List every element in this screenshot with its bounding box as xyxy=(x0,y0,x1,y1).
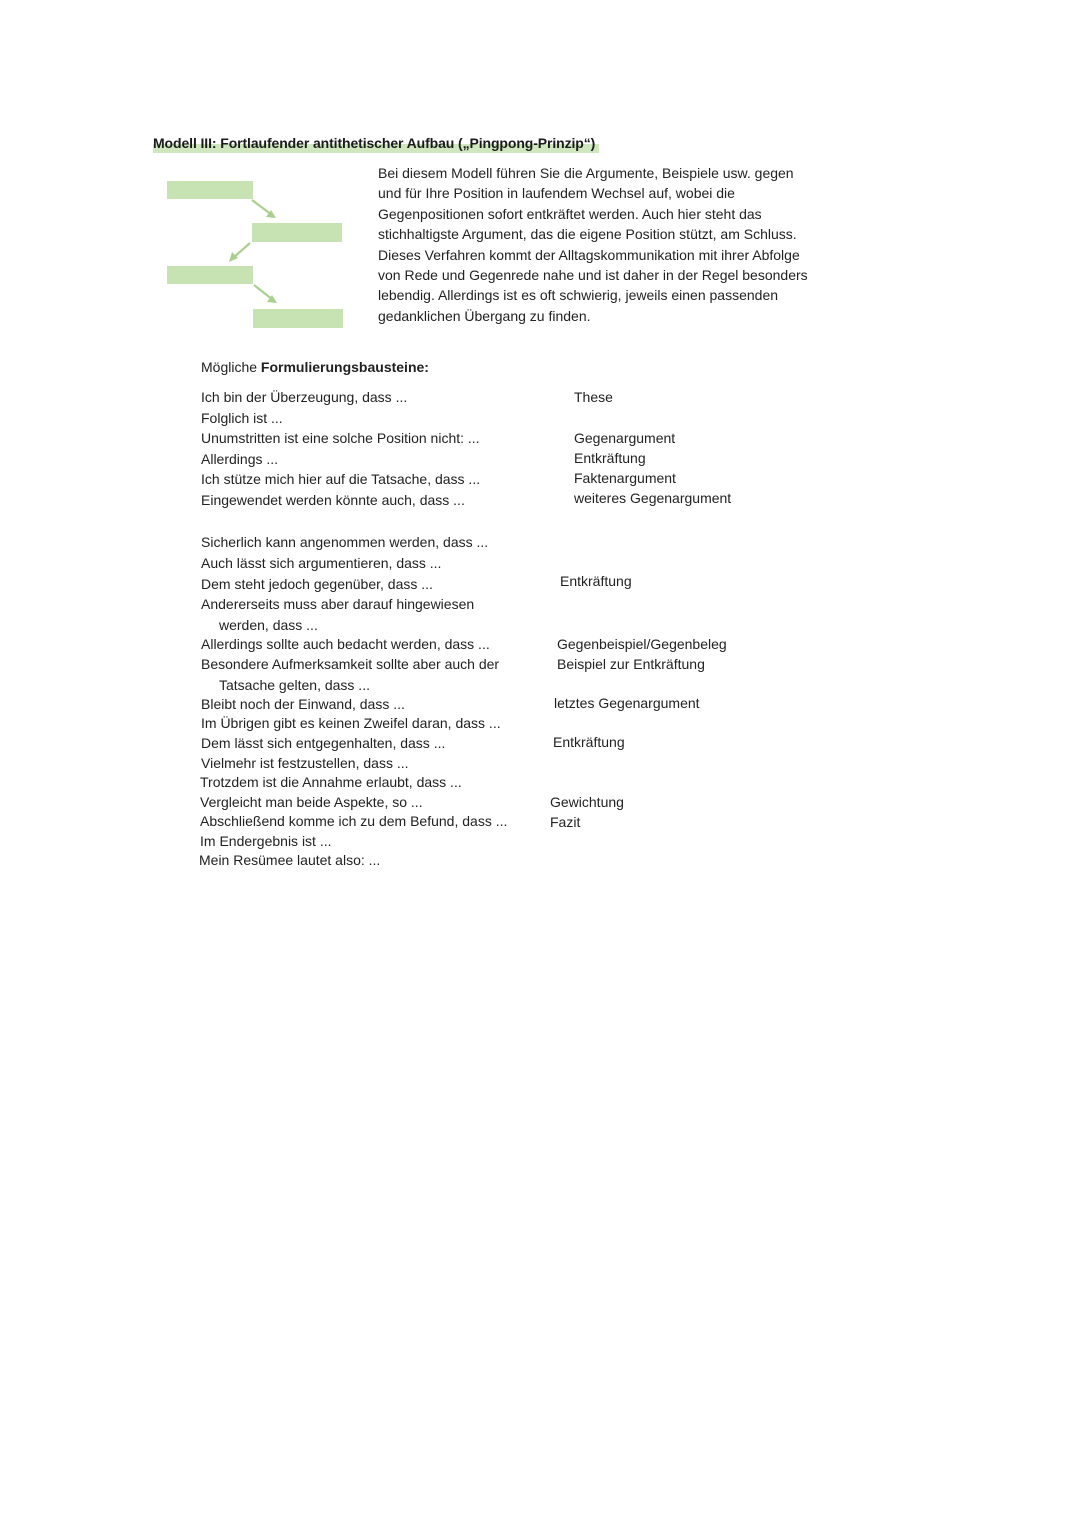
phrase: Vergleicht man beide Aspekte, so ... xyxy=(200,794,423,810)
phrase: Andererseits muss aber darauf hingewiesen xyxy=(201,596,475,612)
function-label: Entkräftung xyxy=(574,450,646,466)
function-label: Faktenargument xyxy=(574,470,676,486)
phrase: Mein Resümee lautet also: ... xyxy=(199,852,381,868)
phrase: Sicherlich kann angenommen werden, dass ... xyxy=(201,534,489,550)
phrase: werden, dass ... xyxy=(219,617,318,633)
intro-text xyxy=(378,163,818,326)
intro-paragraph: Bei diesem Modell führen Sie die Argumente, Beispiele usw. gegen und für Ihre Position in laufendem Wechsel auf, wobei die Gegenpositionen sofort entkräftet werden. Auch hier steht das stichhaltigste Argument, das die eigene Position stützt, am Schluss. xyxy=(378,165,797,243)
diagram-box-3 xyxy=(167,266,253,284)
phrase: Unumstritten ist eine solche Position nicht: ... xyxy=(201,430,480,446)
phrase: Eingewendet werden könnte auch, dass ... xyxy=(201,492,465,508)
diagram-arrow-2 xyxy=(229,243,250,262)
diagram-arrow-3 xyxy=(254,285,277,303)
function-label: Gegenbeispiel/Gegenbeleg xyxy=(557,636,727,652)
phrase: Folglich ist ... xyxy=(201,410,283,426)
phrase: Ich stütze mich hier auf die Tatsache, dass ... xyxy=(201,471,481,487)
pingpong-diagram xyxy=(0,0,380,360)
page-title: Modell III: Fortlaufender antithetischer Aufbau („Pingpong-Prinzip“) xyxy=(153,133,599,153)
function-label: Fazit xyxy=(550,814,581,830)
phrase: Im Übrigen gibt es keinen Zweifel daran, dass ... xyxy=(201,715,501,731)
phrase: Trotzdem ist die Annahme erlaubt, dass ... xyxy=(200,774,462,790)
phrase: Vielmehr ist festzustellen, dass ... xyxy=(201,755,409,771)
phrase: Allerdings ... xyxy=(201,451,279,467)
diagram-box-1 xyxy=(167,181,253,199)
function-label: Entkräftung xyxy=(560,573,632,589)
function-label: Entkräftung xyxy=(553,734,625,750)
intro-paragraph: Dieses Verfahren kommt der Alltagskommunikation mit ihrer Abfolge von Rede und Gegenrede nahe und ist daher in der Regel besonders lebendig. Allerdings ist es oft schwierig, jeweils einen passenden gedanklichen Übergang zu finden. xyxy=(378,246,808,324)
diagram-arrow-1 xyxy=(252,200,276,218)
diagram-box-2 xyxy=(252,223,342,242)
phrase: Auch lässt sich argumentieren, dass ... xyxy=(201,555,442,571)
phrase: Dem lässt sich entgegenhalten, dass ... xyxy=(201,735,446,751)
phrase: Im Endergebnis ist ... xyxy=(200,833,332,849)
function-label: weiteres Gegenargument xyxy=(574,490,732,506)
section-heading xyxy=(201,357,429,377)
function-label: These xyxy=(574,389,613,405)
section-heading-prefix: Mögliche xyxy=(201,359,261,375)
phrase: Dem steht jedoch gegenüber, dass ... xyxy=(201,576,433,592)
phrase: Abschließend komme ich zu dem Befund, dass ... xyxy=(200,813,508,829)
phrase: Allerdings sollte auch bedacht werden, dass ... xyxy=(201,636,490,652)
function-label: letztes Gegenargument xyxy=(554,695,700,711)
function-label: Beispiel zur Entkräftung xyxy=(557,656,705,672)
phrase: Bleibt noch der Einwand, dass ... xyxy=(201,696,405,712)
diagram-box-4 xyxy=(253,309,343,328)
phrase: Ich bin der Überzeugung, dass ... xyxy=(201,389,408,405)
phrase: Tatsache gelten, dass ... xyxy=(219,677,370,693)
section-heading-bold: Formulierungsbausteine: xyxy=(260,359,429,375)
function-label: Gegenargument xyxy=(574,430,676,446)
phrase: Besondere Aufmerksamkeit sollte aber auch der xyxy=(201,656,500,672)
function-label: Gewichtung xyxy=(550,794,624,810)
